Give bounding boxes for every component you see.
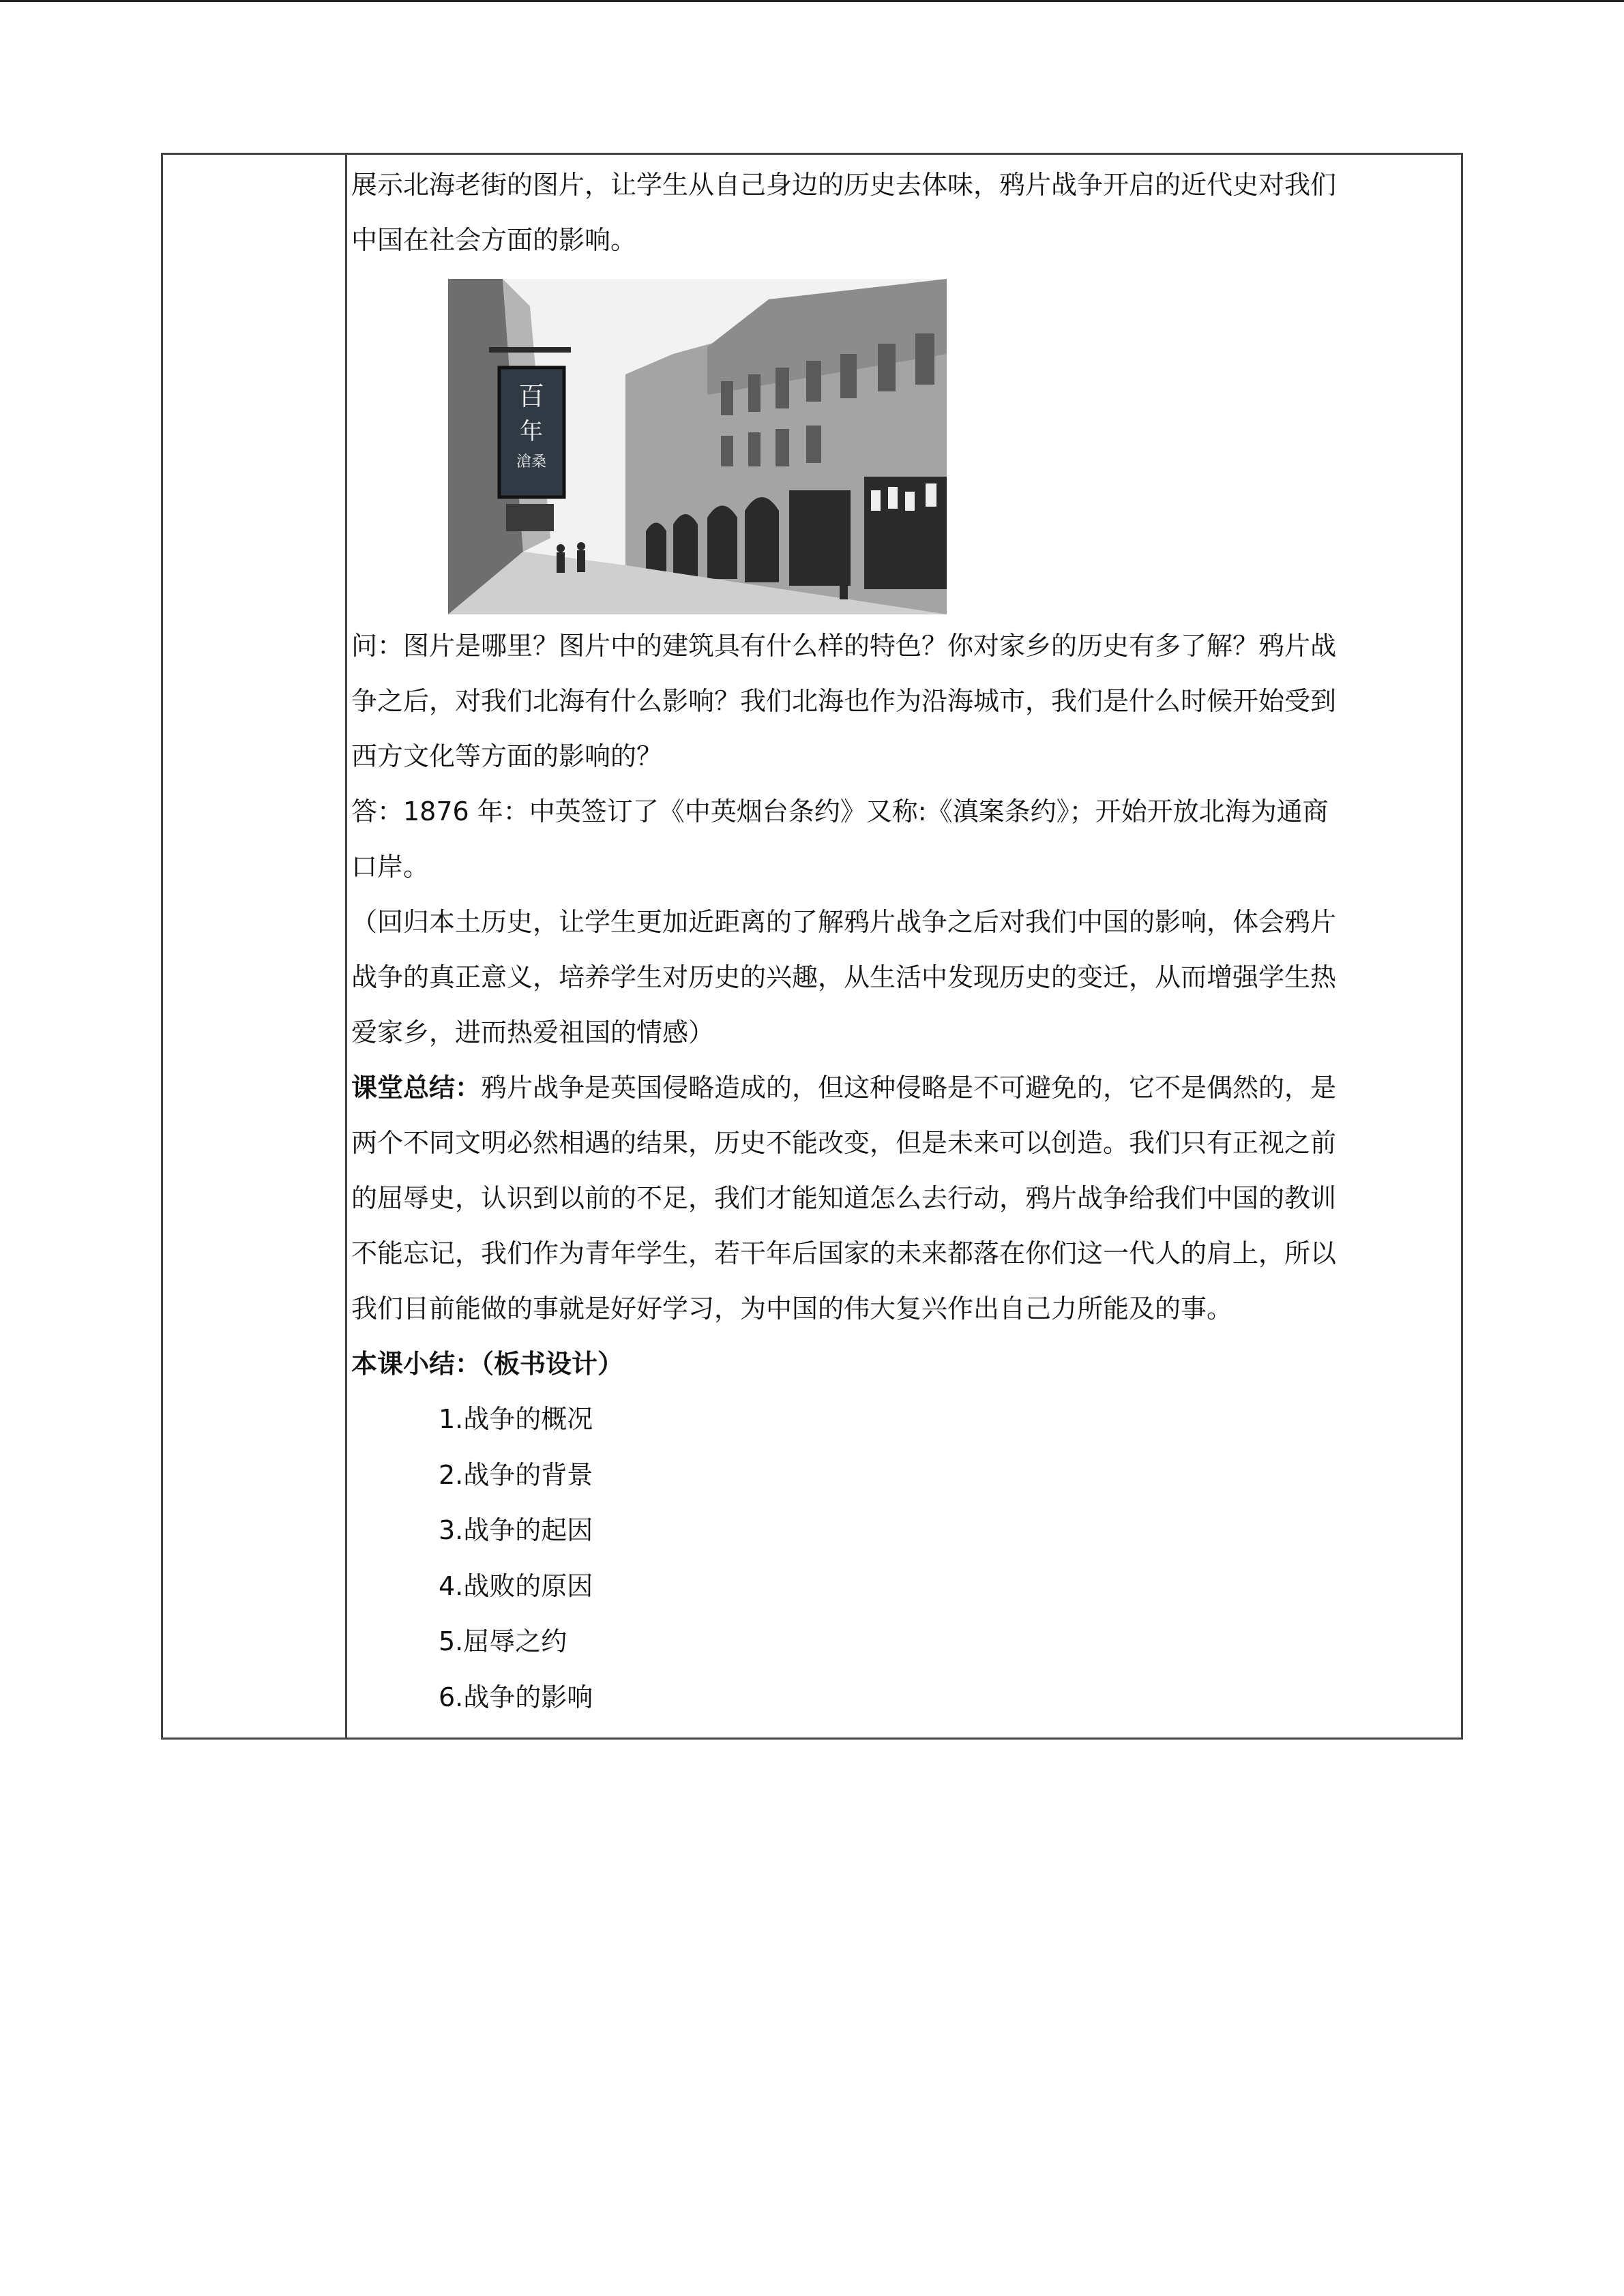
board-item-number: 5. <box>439 1626 464 1656</box>
board-item <box>351 1614 1449 1670</box>
summary-text-1: 鸦片战争是英国侵略造成的，但这种侵略是不可避免的，它不是偶然的，是 <box>481 1073 1337 1103</box>
board-item <box>351 1503 1449 1559</box>
street-photo-illustration <box>448 279 947 614</box>
question-line-1: 问：图片是哪里？图片中的建筑具有什么样的特色？你对家乡的历史有多了解？鸦片战 <box>351 631 1337 661</box>
note-line-2: 战争的真正意义，培养学生对历史的兴趣，从生活中发现历史的变迁，从而增强学生热 <box>351 962 1337 992</box>
board-item-number: 2. <box>439 1459 464 1490</box>
svg-text:年: 年 <box>520 418 543 445</box>
note-line-1: （回归本土历史，让学生更加近距离的了解鸦片战争之后对我们中国的影响，体会鸦片 <box>351 907 1337 937</box>
beihai-old-street-photo <box>448 279 947 614</box>
summary-line-4: 不能忘记，我们作为青年学生，若干年后国家的未来都落在你们这一代人的肩上，所以 <box>351 1238 1337 1268</box>
page-top-rule <box>0 0 1624 2</box>
board-item-text: 战争的影响 <box>463 1682 593 1712</box>
note-line-3: 爱家乡，进而热爱祖国的情感） <box>351 1017 715 1047</box>
intro-line-1: 展示北海老街的图片，让学生从自己身边的历史去体味，鸦片战争开启的近代史对我们 <box>351 170 1337 200</box>
board-list <box>351 1392 1449 1725</box>
table-content-cell <box>351 158 1449 1725</box>
board-item-text: 战争的背景 <box>463 1459 593 1490</box>
svg-text:百: 百 <box>518 381 545 411</box>
answer-line-1: 答：1876 年：中英签订了《中英烟台条约》又称:《滇案条约》；开始开放北海为通商 <box>351 796 1329 826</box>
lesson-table <box>161 153 1463 1740</box>
board-item <box>351 1448 1449 1504</box>
answer-line-2: 口岸。 <box>351 852 430 882</box>
intro-line-2: 中国在社会方面的影响。 <box>351 225 637 255</box>
board-item-text: 战败的原因 <box>463 1570 593 1601</box>
summary-line-3: 的屈辱史，认识到以前的不足，我们才能知道怎么去行动，鸦片战争给我们中国的教训 <box>351 1183 1337 1213</box>
board-title: 本课小结：（板书设计） <box>351 1349 624 1379</box>
board-item-text: 战争的概况 <box>463 1404 593 1434</box>
question-line-3: 西方文化等方面的影响的？ <box>351 741 663 771</box>
board-item-text: 战争的起因 <box>463 1515 593 1545</box>
board-item-number: 6. <box>439 1682 464 1712</box>
board-item <box>351 1392 1449 1448</box>
board-item <box>351 1559 1449 1615</box>
question-line-2: 争之后，对我们北海有什么影响？我们北海也作为沿海城市，我们是什么时候开始受到 <box>351 686 1337 716</box>
board-item-text: 屈辱之约 <box>463 1626 567 1656</box>
board-item-number: 4. <box>439 1570 464 1601</box>
summary-label: 课堂总结： <box>351 1073 482 1103</box>
summary-line-5: 我们目前能做的事就是好好学习，为中国的伟大复兴作出自己力所能及的事。 <box>351 1294 1233 1324</box>
summary-line-1 <box>351 1060 1449 1116</box>
summary-line-2: 两个不同文明必然相遇的结果，历史不能改变，但是未来可以创造。我们只有正视之前 <box>351 1128 1337 1158</box>
svg-text:滄桑: 滄桑 <box>516 453 547 471</box>
board-item <box>351 1670 1449 1726</box>
board-item-number: 3. <box>439 1515 464 1545</box>
board-item-number: 1. <box>439 1404 464 1434</box>
table-left-cell <box>163 155 347 1738</box>
